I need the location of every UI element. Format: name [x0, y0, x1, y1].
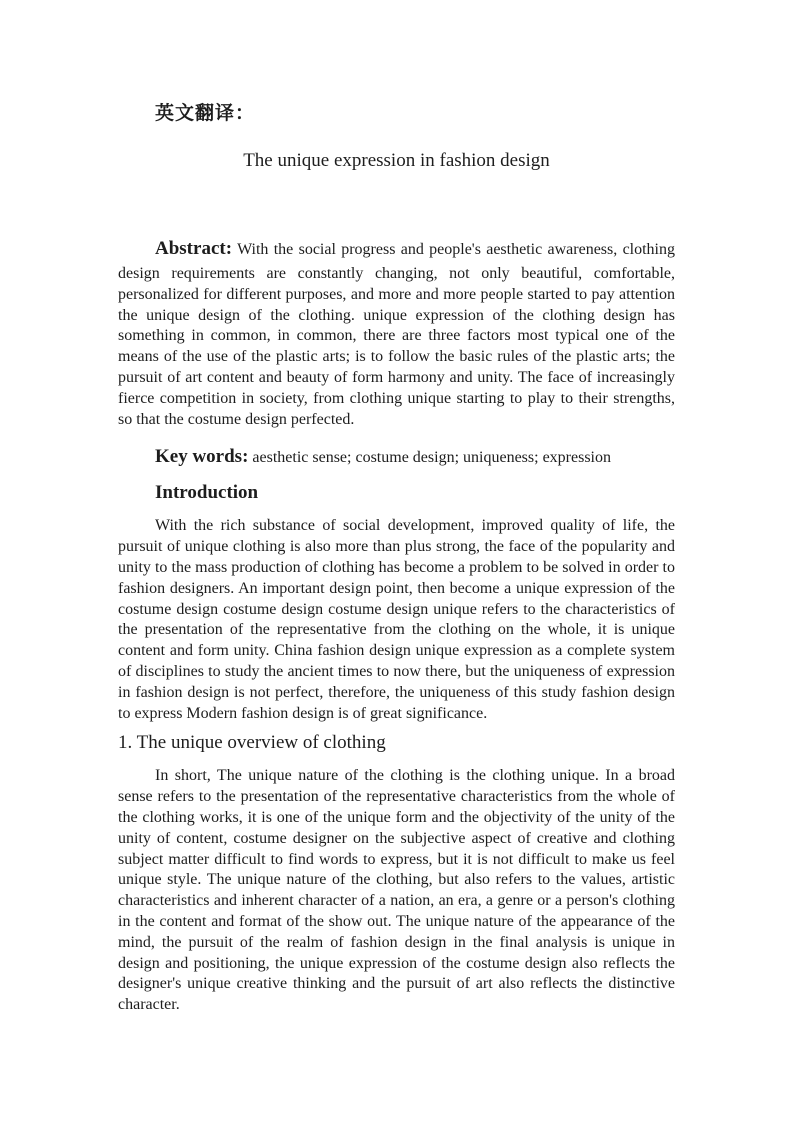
introduction-paragraph: With the rich substance of social development, improved quality of life, the pursuit of unique clothing is also more than plus strong, the face of the popularity and unity to the mass production of clothing has become a problem to be solved in order to fashion designers. An important design point, then become a unique expression of the costume design costume design costume design unique refers to the characteristics of the presentation of the representative from the clothing on the whole, it is unique content and form unity. China fashion design unique expression as a complete system of disciplines to study the ancient times to now there, but the uniqueness of expression in fashion design is not perfect, therefore, the uniqueness of this study fashion design to express Modern fashion design is of great significance.: [118, 517, 675, 722]
document-title: The unique expression in fashion design: [243, 150, 550, 171]
translation-label: 英文翻译：: [155, 103, 256, 124]
abstract-paragraph: [118, 234, 675, 430]
abstract-text: With the social progress and people's aesthetic awareness, clothing design requirements are constantly changing, not only beautiful, comfortable, personalized for different purposes, and more and more people started to pay attention the unique design of the clothing. unique expression of the clothing design has something in common, in common, there are three factors most typical one of the means of the use of the plastic arts; is to follow the basic rules of the plastic arts; the pursuit of art content and beauty of form harmony and unity. The face of increasingly fierce competition in society, from clothing unique starting to play to their strengths, so that the costume design perfected.: [118, 241, 675, 428]
introduction-heading: Introduction: [155, 482, 259, 504]
section-1-paragraph: In short, The unique nature of the clothing is the clothing unique. In a broad sense refers to the presentation of the representative characteristics from the whole of the clothing works, it is one of the unique form and the objectivity of the unity of the unity of content, costume designer on the subjective aspect of creative and clothing subject matter difficult to find words to express, but it is not difficult to make us feel unique style. The unique nature of the clothing, but also refers to the values, artistic characteristics and inherent character of a nation, an era, a genre or a person's clothing in the content and format of the show out. The unique nature of the appearance of the mind, the pursuit of the realm of fashion design in the final analysis is unique in design and positioning, the unique expression of the costume design also reflects the designer's unique creative thinking and the pursuit of art also reflects the distinctive character.: [118, 767, 675, 1014]
abstract-label: Abstract:: [155, 238, 233, 259]
keywords-line: [118, 442, 675, 472]
keywords-text: aesthetic sense; costume design; uniqueness; expression: [252, 449, 611, 467]
keywords-label: Key words:: [155, 446, 249, 468]
section-1-heading: 1. The unique overview of clothing: [118, 732, 386, 754]
